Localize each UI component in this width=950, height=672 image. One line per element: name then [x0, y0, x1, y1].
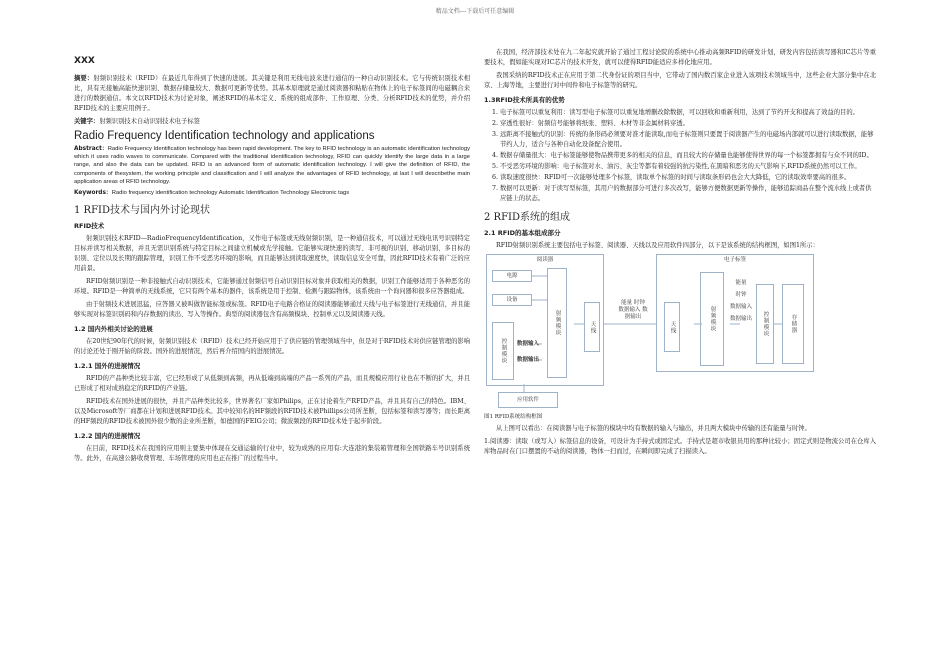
application-software-box: 应用软件 — [498, 392, 558, 408]
english-title: Radio Frequency Identification technology and applications — [74, 130, 375, 142]
list-item: 4. 数据存储量很大：电子标签能够使物品携带更多的相关的信息，而且较大的存储量也能够使得世界的每一个标签都拥有与众不同的ID。 — [500, 151, 876, 161]
tag-control-module: 控制模块 — [756, 284, 774, 364]
reader-data-in: 数据输入 — [516, 340, 539, 347]
keywords-text: 射频识别技术自动识别技术电子标签 — [99, 118, 200, 125]
tag-antenna: 天线 — [664, 302, 680, 352]
section-2-1-title: 2.1 RFID的基本组成部分 — [484, 229, 561, 237]
list-item: 3. 远距离不接触式的识别：传统的条形码必须要对准才能读取,而电子标签则只要置于阅读器产生的电磁场内部就可以进行读取数据，能够节约人力，适合与各种自动化设备配合使用。 — [500, 130, 876, 150]
section-1-2-2-title: 1.2.2 国内的进展情况 — [74, 432, 141, 441]
paragraph: 1.阅读器：读取（或写入）标签信息的设备，可设计为手持式或固定式。手持式是超市收银员用的那种比较小；固定式则是物流公司在仓库入库物品时在门口摆置的不动的阅读器，物体一扫而过，在瞬间即完成了扫描读入。 — [484, 438, 876, 455]
section-1-2-1-title: 1.2.1 国外的进展情况 — [74, 362, 141, 371]
tag-energy: 能量 — [735, 279, 747, 286]
reader-control-module: 控制模块 — [492, 322, 514, 380]
list-item: 5. 不受恶劣环境的影响：电子标签对水、油污、灰尘等都有着较强的抗污染性,在黑暗和恶劣的天气影响下,RFID系统仍然可以工作。 — [500, 162, 876, 172]
tag-data-in: 数据输入 — [729, 303, 752, 310]
section-1-paragraph: 射频识别技术RFID—RadioFrequencyIdentification，又作电子标签或无线射频识别，是一种通信技术，可以通过无线电讯号识别特定目标并读写相关数据，并且无需识别系统与特定目标之间建立机械或光学接触。它能够实现快速的读写、非可视的识别、移动识别、多目标的识别、定位以及长期的跟踪管理，识别工作不受恶劣环境的影响，而且能够达到读取速度快，读取信息安全可靠，因此RFID技术有着广泛的应用前景。 — [74, 235, 470, 273]
power-box: 电源 — [492, 270, 532, 282]
equipment-box: 设备 — [492, 294, 532, 306]
tag-data-out: 数据输出 — [729, 315, 752, 322]
figure-caption: 图1 RFID系统结构框图 — [484, 414, 543, 420]
page-header: 精品文档---下载后可任意编辑 — [435, 8, 515, 15]
section-1-paragraph: 由于射频技术进展迅猛，应答器又被叫做智能标签或标签。RFID电子电路合格证的阅读器能够通过天线与电子标签进行无线通信，并且能够实现对标签识别码和内存数据的读出、写入等操作。典型的阅读器包含有高频模块、控制单元以及阅读器天线。 — [74, 301, 470, 319]
section-1-2-paragraph: 在20世纪90年代的时候，射频识别技术（RFID）技术已经开始应用于了供应链的管理领域当中，但是对于RFID技术对供应链管理的影响的讨论还处于刚开始的阶段。国外的进展情况，然后再介绍国内的进展情况。 — [74, 338, 470, 356]
tag-storage: 存储器 — [782, 284, 804, 364]
section-1-paragraph: RFID射频识别是一种非接触式自动识别技术，它能够通过射频信号自动识别目标对象并获取相关的数据，识别工作能够适用于各种恶劣的环境。RFID是一种简单的无线系统，它只有两个基本的器件，该系统是用于控制、检测与跟踪物体，该系统由一个询问器和很多应答器组成。 — [74, 278, 470, 296]
section-1-2-1-paragraph: RFID技术在国外进展的很快，并且产品种类比较多，世界著名厂家如Philips，正在讨论着生产RFID产品，并且具有自己的特色。IBM、以及Microsoft等厂商都在计划和进展RFID技术。其中较知名的HF频段的RFID技术被Phillips公司所垄断，包括标签和读写器等；而长距离的HF频段的RFID技术被国外很少数的企业所垄断，如德国的FEIG公司；微波频段的RFID技术处于起步阶段。 — [74, 398, 470, 426]
reader-antenna: 天线 — [584, 302, 600, 352]
english-keywords-label: Keywords： — [74, 190, 112, 197]
abstract-label: 摘要： — [74, 75, 94, 82]
advantages-list — [484, 108, 876, 204]
section-1-subtitle: RFID技术 — [74, 222, 105, 231]
paragraph: 在我国，经济部技术处在九二年起究就开始了通过工程讨论院的系统中心推动高频RFID的研发计划，研发内容包括读写器和IC芯片等重要技术，假如能实现对IC芯片的技术开发，就可以使得RFID能适应多样化地应用。 — [484, 49, 876, 66]
section-2-1-paragraph: RFID射频识别系统主要包括电子标签、阅读器、天线以及应用软件四部分，以下是该系统的结构框图，如图1所示： — [496, 242, 819, 249]
tag-rf-module: 射频模块 — [700, 272, 724, 366]
english-abstract — [74, 145, 470, 186]
tag-clock: 时钟 — [735, 291, 747, 298]
list-item: 2. 穿透性很好：射频信号能够将纸张、塑料、木材等非金属材料穿透。 — [500, 119, 876, 129]
reader-rf-module: 射频模块 — [547, 268, 567, 378]
doc-title: XXX — [74, 56, 95, 66]
section-2-title: 2 RFID系统的组成 — [484, 212, 570, 223]
rfid-structure-diagram — [484, 254, 816, 410]
section-1-2-1-paragraph: RFID的产品种类比较丰富，它已经形成了从低频到高频，再从低端到高端的产品一系列的产品，而且规模应用行业也在不断的扩大，并且已形成了相对成熟稳定的RFID的产业链。 — [74, 375, 470, 393]
abstract-text: 射频识别技术（RFID）在最近几年得到了快速的进展。其关键是利用无线电波来进行通信的一种自动识别技术。它与传统识别技术相比，具有无接触高能快速识别、数据存储量较大、数据可更新等优势。其基本原理就是通过阅读器和粘贴在物体上的电子标签间的电磁耦合来进行的数据通信。本文以RFID技术为讨论对象，阐述RFID的基本定义、系统的组成部件、工作原理、分类、分析RFID技术的优势，并介绍RFID技术的主要应用例子。 — [74, 75, 470, 112]
section-1-title: 1 RFID技术与国内外讨论现状 — [74, 205, 210, 217]
english-keywords-text: Radio frequency identification technology Automatic Identification Technology Electronic tags — [111, 190, 350, 197]
paragraph: 从上图可以看出：在阅读器与电子标签的模块中均有数据的输入与输出，并且两大模块中传输的还有能量与时钟。 — [496, 425, 811, 432]
reader-data-out: 数据输出 — [516, 356, 539, 363]
list-item: 6. 读取速度很快：RFID可一次能够处理多个标签，读取单个标签的时间与读取条形码也会大大降低，它的读取效率要高的很多。 — [500, 173, 876, 183]
right-column — [484, 48, 876, 460]
tag-box: 电子标签 — [656, 254, 814, 372]
section-1-2-2-paragraph: 在目前，RFID技术在我国的应用则主要集中体现在交通运输的行业中，较为成熟的应用有:大连港的集装箱管理和全国铁路车号识别系统等。此外，在高速公路收费管理、车场管理的应用也正在推广的过程当中。 — [74, 445, 470, 463]
list-item: 7. 数据可以更新：对于读写型标签，其用户的数据部分可进行多次改写，能够方便数据更新等操作，能够追踪商品在整个流水线上或者供应链上的状态。 — [500, 184, 876, 204]
left-column — [74, 52, 470, 467]
english-keywords — [74, 189, 470, 197]
section-1-2-title: 1.2 国内外相关讨论的进展 — [74, 325, 153, 334]
paragraph: 我国采纳的RFID技术正在应用于第二代身份证的项目当中，它带动了国内数百家企业进入该项技术领域当中，这些企业大部分集中在北京、上海等地，主要进行对中间件和电子标签等的研究。 — [484, 72, 876, 89]
english-abstract-label: Abstract： — [74, 146, 108, 152]
abstract — [74, 74, 470, 114]
keywords — [74, 117, 470, 127]
reader-box: 阅读器 — [486, 254, 604, 386]
keywords-label: 关键字： — [74, 118, 100, 125]
list-item: 1. 电子标签可以重复利用：读写型电子标签可以重复地增删改除数据，可以回收和重新利用，达到了节约开支和提高了效益的目的。 — [500, 108, 876, 118]
english-abstract-text: Radio Frequency Identification technology has been rapid development. The key to RFID technology is an automatic identification technology which it uses radio waves to communicate. Compared with the traditional identification technology, RFID can quickly identify the large data in a large range, and also the data can be updated. RFID is an advanced form of automatic identification technology. I will give the definition of RFID, the components of thesystem, the working principle and classification and I will analyze the advantages of RFID technology, at last I will describethe main application areas of RFID technology. — [74, 146, 470, 185]
section-1-3-title: 1.3RFID技术所具有的优势 — [484, 96, 565, 104]
energy-clock-data-label: 能量 时钟 数据输入 数据输出 — [618, 299, 648, 320]
